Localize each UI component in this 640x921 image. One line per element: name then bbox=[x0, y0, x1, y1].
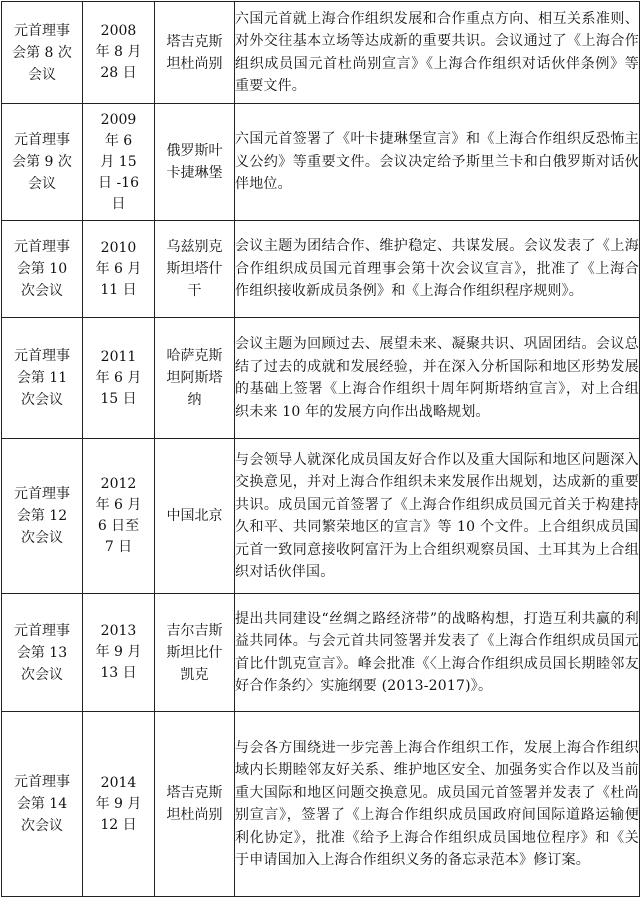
meeting-place: 吉尔吉斯斯坦比什凯克 bbox=[166, 622, 223, 683]
meeting-name: 元首理事会第 12 次会议 bbox=[14, 486, 70, 546]
meeting-place-cell bbox=[155, 104, 235, 221]
meeting-name-cell bbox=[2, 439, 83, 594]
meeting-name-cell bbox=[2, 318, 83, 439]
meeting-place: 乌兹别克斯坦塔什干 bbox=[166, 239, 223, 299]
meeting-name-cell bbox=[2, 712, 83, 897]
meeting-content: 与会领导人就深化成员国友好合作以及重大国际和地区问题深入交换意见，并对上海合作组织未来发展作出规划，达成新的重要共识。成员国元首签署了《上海合作组织成员国元首关于构建持久和平、共同繁荣地区的宣言》等 10 个文件。上合组织成员国元首一致同意接收阿富汗为上合组织观察员国、土耳其为上合组织对话伙伴国。 bbox=[235, 439, 640, 594]
meeting-name-cell bbox=[2, 594, 83, 712]
meeting-date-cell bbox=[83, 712, 155, 897]
meeting-place: 塔吉克斯坦杜尚别 bbox=[166, 785, 223, 823]
meeting-date: 2014 年 9 月 12 日 bbox=[95, 774, 142, 833]
meeting-place-cell bbox=[155, 221, 235, 318]
meeting-content: 提出共同建设“丝绸之路经济带”的战略构想，打造互利共赢的利益共同体。与会元首共同签署并发表了《上海合作组织成员国元首比什凯克宣言》。峰会批准《〈上海合作组织成员国长期睦邻友好合作条约〉实施纲要 (2013-2017)》。 bbox=[235, 594, 640, 712]
meeting-name-cell bbox=[2, 2, 83, 104]
table-row bbox=[2, 594, 640, 712]
meeting-name: 元首理事会第 9 次会议 bbox=[12, 132, 72, 192]
meeting-content: 会议主题为团结合作、维护稳定、共谋发展。会议发表了《上海合作组织成员国元首理事会第十次会议宣言》，批准了《上海合作组织接收新成员条例》和《上海合作组织程序规则》。 bbox=[235, 221, 640, 318]
meeting-name: 元首理事会第 11 次会议 bbox=[14, 348, 70, 408]
meeting-place: 哈萨克斯坦阿斯塔纳 bbox=[166, 348, 223, 408]
meeting-place: 俄罗斯叶卡捷琳堡 bbox=[166, 143, 223, 181]
table-row bbox=[2, 104, 640, 221]
meeting-date: 2013 年 9 月 13 日 bbox=[95, 623, 142, 681]
meeting-date-cell bbox=[83, 439, 155, 594]
meeting-content: 与会各方围绕进一步完善上海合作组织工作，发展上海合作组织域内长期睦邻友好关系、维护地区安全、加强务实合作以及当前重大国际和地区问题交换意见。成员国元首签署并发表了《杜尚别宣言》，签署了《上海合作组织成员国政府间国际道路运输便利化协定》，批准《给予上海合作组织成员国地位程序》和《关于申请国加入上海合作组织义务的备忘录范本》修订案。 bbox=[235, 712, 640, 897]
meeting-name-cell bbox=[2, 104, 83, 221]
meeting-name: 元首理事会第 14 次会议 bbox=[14, 774, 70, 834]
meeting-place-cell bbox=[155, 712, 235, 897]
meeting-date: 2008 年 8 月 28 日 bbox=[95, 23, 142, 81]
meeting-place-cell bbox=[155, 2, 235, 104]
table-row bbox=[2, 318, 640, 439]
meeting-name: 元首理事会第 13 次会议 bbox=[14, 622, 70, 683]
table-row bbox=[2, 221, 640, 318]
table-row bbox=[2, 439, 640, 594]
meeting-date-cell bbox=[83, 318, 155, 439]
meeting-place-cell bbox=[155, 594, 235, 712]
meeting-date: 2009 年 6 月 15 日 -16 日 bbox=[98, 111, 139, 212]
summit-table bbox=[1, 1, 640, 897]
meeting-content: 会议主题为回顾过去、展望未来、凝聚共识、巩固团结。会议总结了过去的成就和发展经验，并在深入分析国际和地区形势发展的基础上签署《上海合作组织十周年阿斯塔纳宣言》，对上合组织未来 10 年的发展方向作出战略规划。 bbox=[235, 318, 640, 439]
meeting-date-cell bbox=[83, 104, 155, 221]
meeting-date-cell bbox=[83, 221, 155, 318]
meeting-content: 六国元首就上海合作组织发展和合作重点方向、相互关系准则、对外交往基本立场等达成新的重要共识。会议通过了《上海合作组织成员国元首杜尚别宣言》《上海合作组织对话伙伴条例》等重要文件。 bbox=[235, 2, 640, 104]
meeting-date: 2010 年 6 月 11 日 bbox=[95, 239, 142, 298]
meeting-date-cell bbox=[83, 2, 155, 104]
meeting-name: 元首理事会第 10 次会议 bbox=[14, 239, 70, 299]
meeting-content: 六国元首签署了《叶卡捷琳堡宣言》和《上海合作组织反恐怖主义公约》等重要文件。会议决定给予斯里兰卡和白俄罗斯对话伙伴地位。 bbox=[235, 104, 640, 221]
table-row bbox=[2, 2, 640, 104]
table-row bbox=[2, 712, 640, 897]
meeting-date: 2011 年 6 月 15 日 bbox=[95, 348, 142, 407]
meeting-place-cell bbox=[155, 318, 235, 439]
meeting-place-cell bbox=[155, 439, 235, 594]
meeting-place: 中国北京 bbox=[166, 508, 223, 524]
meeting-name-cell bbox=[2, 221, 83, 318]
meeting-place: 塔吉克斯坦杜尚别 bbox=[166, 33, 223, 72]
meeting-date: 2012 年 6 月 6 日至 7 日 bbox=[95, 476, 142, 555]
meeting-date-cell bbox=[83, 594, 155, 712]
meeting-name: 元首理事会第 8 次会议 bbox=[12, 22, 72, 83]
